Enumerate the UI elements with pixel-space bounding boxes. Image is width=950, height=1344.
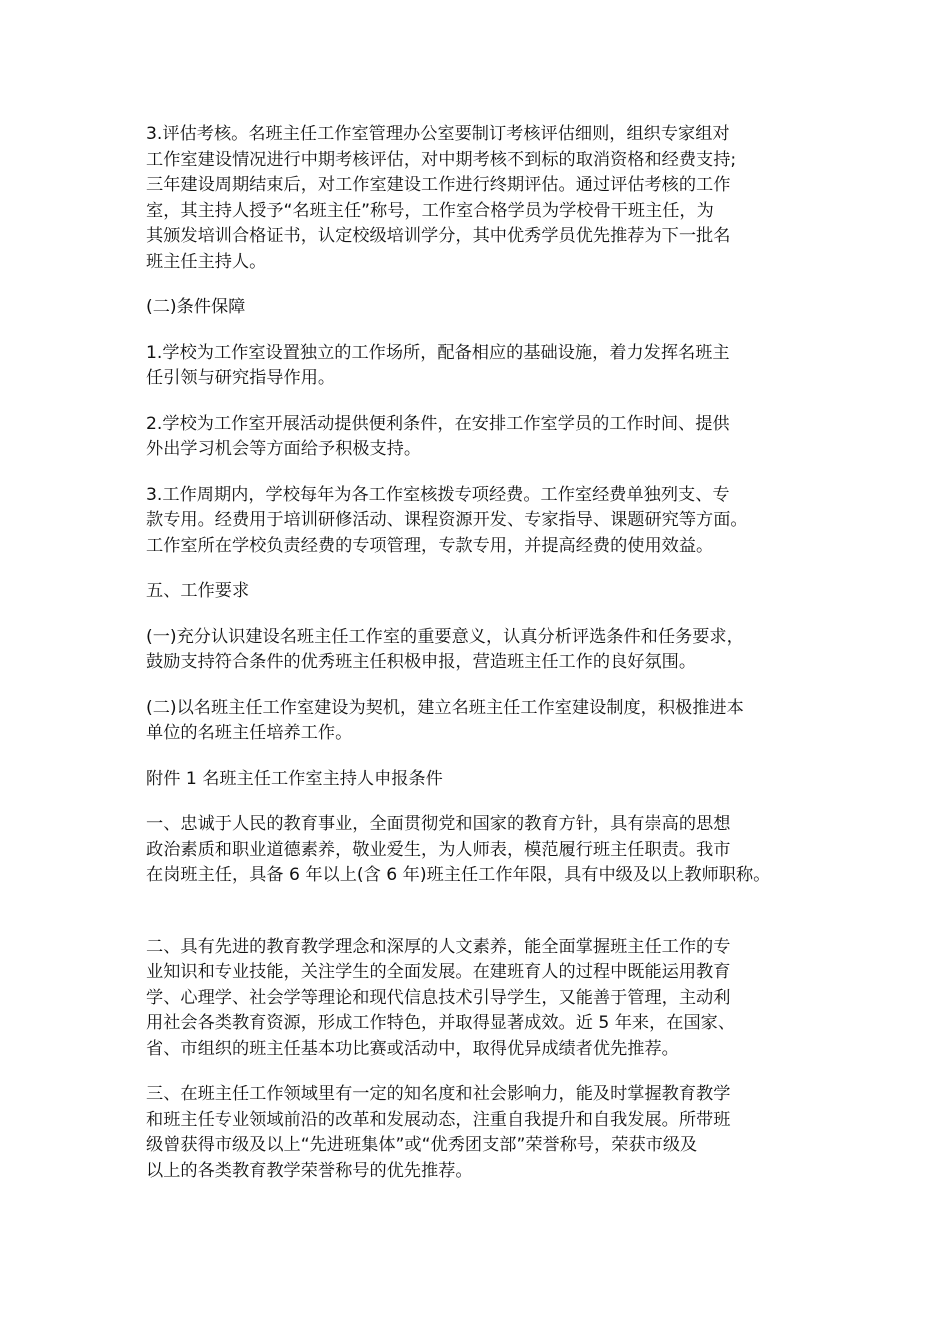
paragraph-criterion-3: 三、在班主任工作领域里有一定的知名度和社会影响力，能及时掌握教育教学 和班主任专业领域前沿的改革和发展动态，注重自我提升和自我发展。所带班 级曾获得市级及以上“先进班集体”或“优秀团支部”荣誉称号，荣获市级及 以上的各类教育教学荣誉称号的优先推荐。 — [146, 1084, 731, 1181]
heading-work-requirements: 五、工作要求 — [146, 581, 250, 601]
paragraph-criterion-2: 二、具有先进的教育教学理念和深厚的人文素养，能全面掌握班主任工作的专 业知识和专业技能，关注学生的全面发展。在建班育人的过程中既能运用教育 学、心理学、社会学等理论和现代信息技术引导学生，又能善于管理，主动利 用社会各类教育资源，形成工作特色，并取得显著成效。近 5 年来，在国家、 省、市组织的班主任基本功比赛或活动中，取得优异成绩者优先推荐。 — [146, 936, 736, 1059]
paragraph-evaluation: 3.评估考核。名班主任工作室管理办公室要制订考核评估细则，组织专家组对 工作室建设情况进行中期考核评估，对中期考核不到标的取消资格和经费支持; 三年建设周期结束后，对工作室建设工作进行终期评估。通过评估考核的工作 室，其主持人授予“名班主任”称号，工作室合格学员为学校骨干班主任，为 其颁发培训合格证书，认定校级培训学分，其中优秀学员优先推荐为下一批名 班主任主持人。 — [146, 124, 737, 272]
paragraph-requirement-2: (二)以名班主任工作室建设为契机，建立名班主任工作室建设制度，积极推进本 单位的名班主任培养工作。 — [146, 697, 744, 743]
document-body — [146, 122, 826, 1204]
heading-conditions: (二)条件保障 — [146, 297, 246, 317]
heading-attachment-1: 附件 1 名班主任工作室主持人申报条件 — [146, 768, 443, 789]
paragraph-condition-3: 3.工作周期内，学校每年为各工作室核拨专项经费。工作室经费单独列支、专 款专用。经费用于培训研修活动、课程资源开发、专家指导、课题研究等方面。 工作室所在学校负责经费的专项管理，专款专用，并提高经费的使用效益。 — [146, 484, 748, 556]
paragraph-condition-1: 1.学校为工作室设置独立的工作场所，配备相应的基础设施，着力发挥名班主 任引领与研究指导作用。 — [146, 342, 730, 388]
paragraph-requirement-1: (一)充分认识建设名班主任工作室的重要意义，认真分析评选条件和任务要求， 鼓励支持符合条件的优秀班主任积极申报，营造班主任工作的良好氛围。 — [146, 626, 744, 672]
paragraph-condition-2: 2.学校为工作室开展活动提供便利条件，在安排工作室学员的工作时间、提供 外出学习机会等方面给予积极支持。 — [146, 413, 730, 459]
paragraph-criterion-1: 一、忠诚于人民的教育事业，全面贯彻党和国家的教育方针，具有崇高的思想 政治素质和职业道德素养，敬业爱生，为人师表，模范履行班主任职责。我市 在岗班主任，具备 6 年以上(含 6 年)班主任工作年限，具有中级及以上教师职称。 — [146, 814, 771, 885]
